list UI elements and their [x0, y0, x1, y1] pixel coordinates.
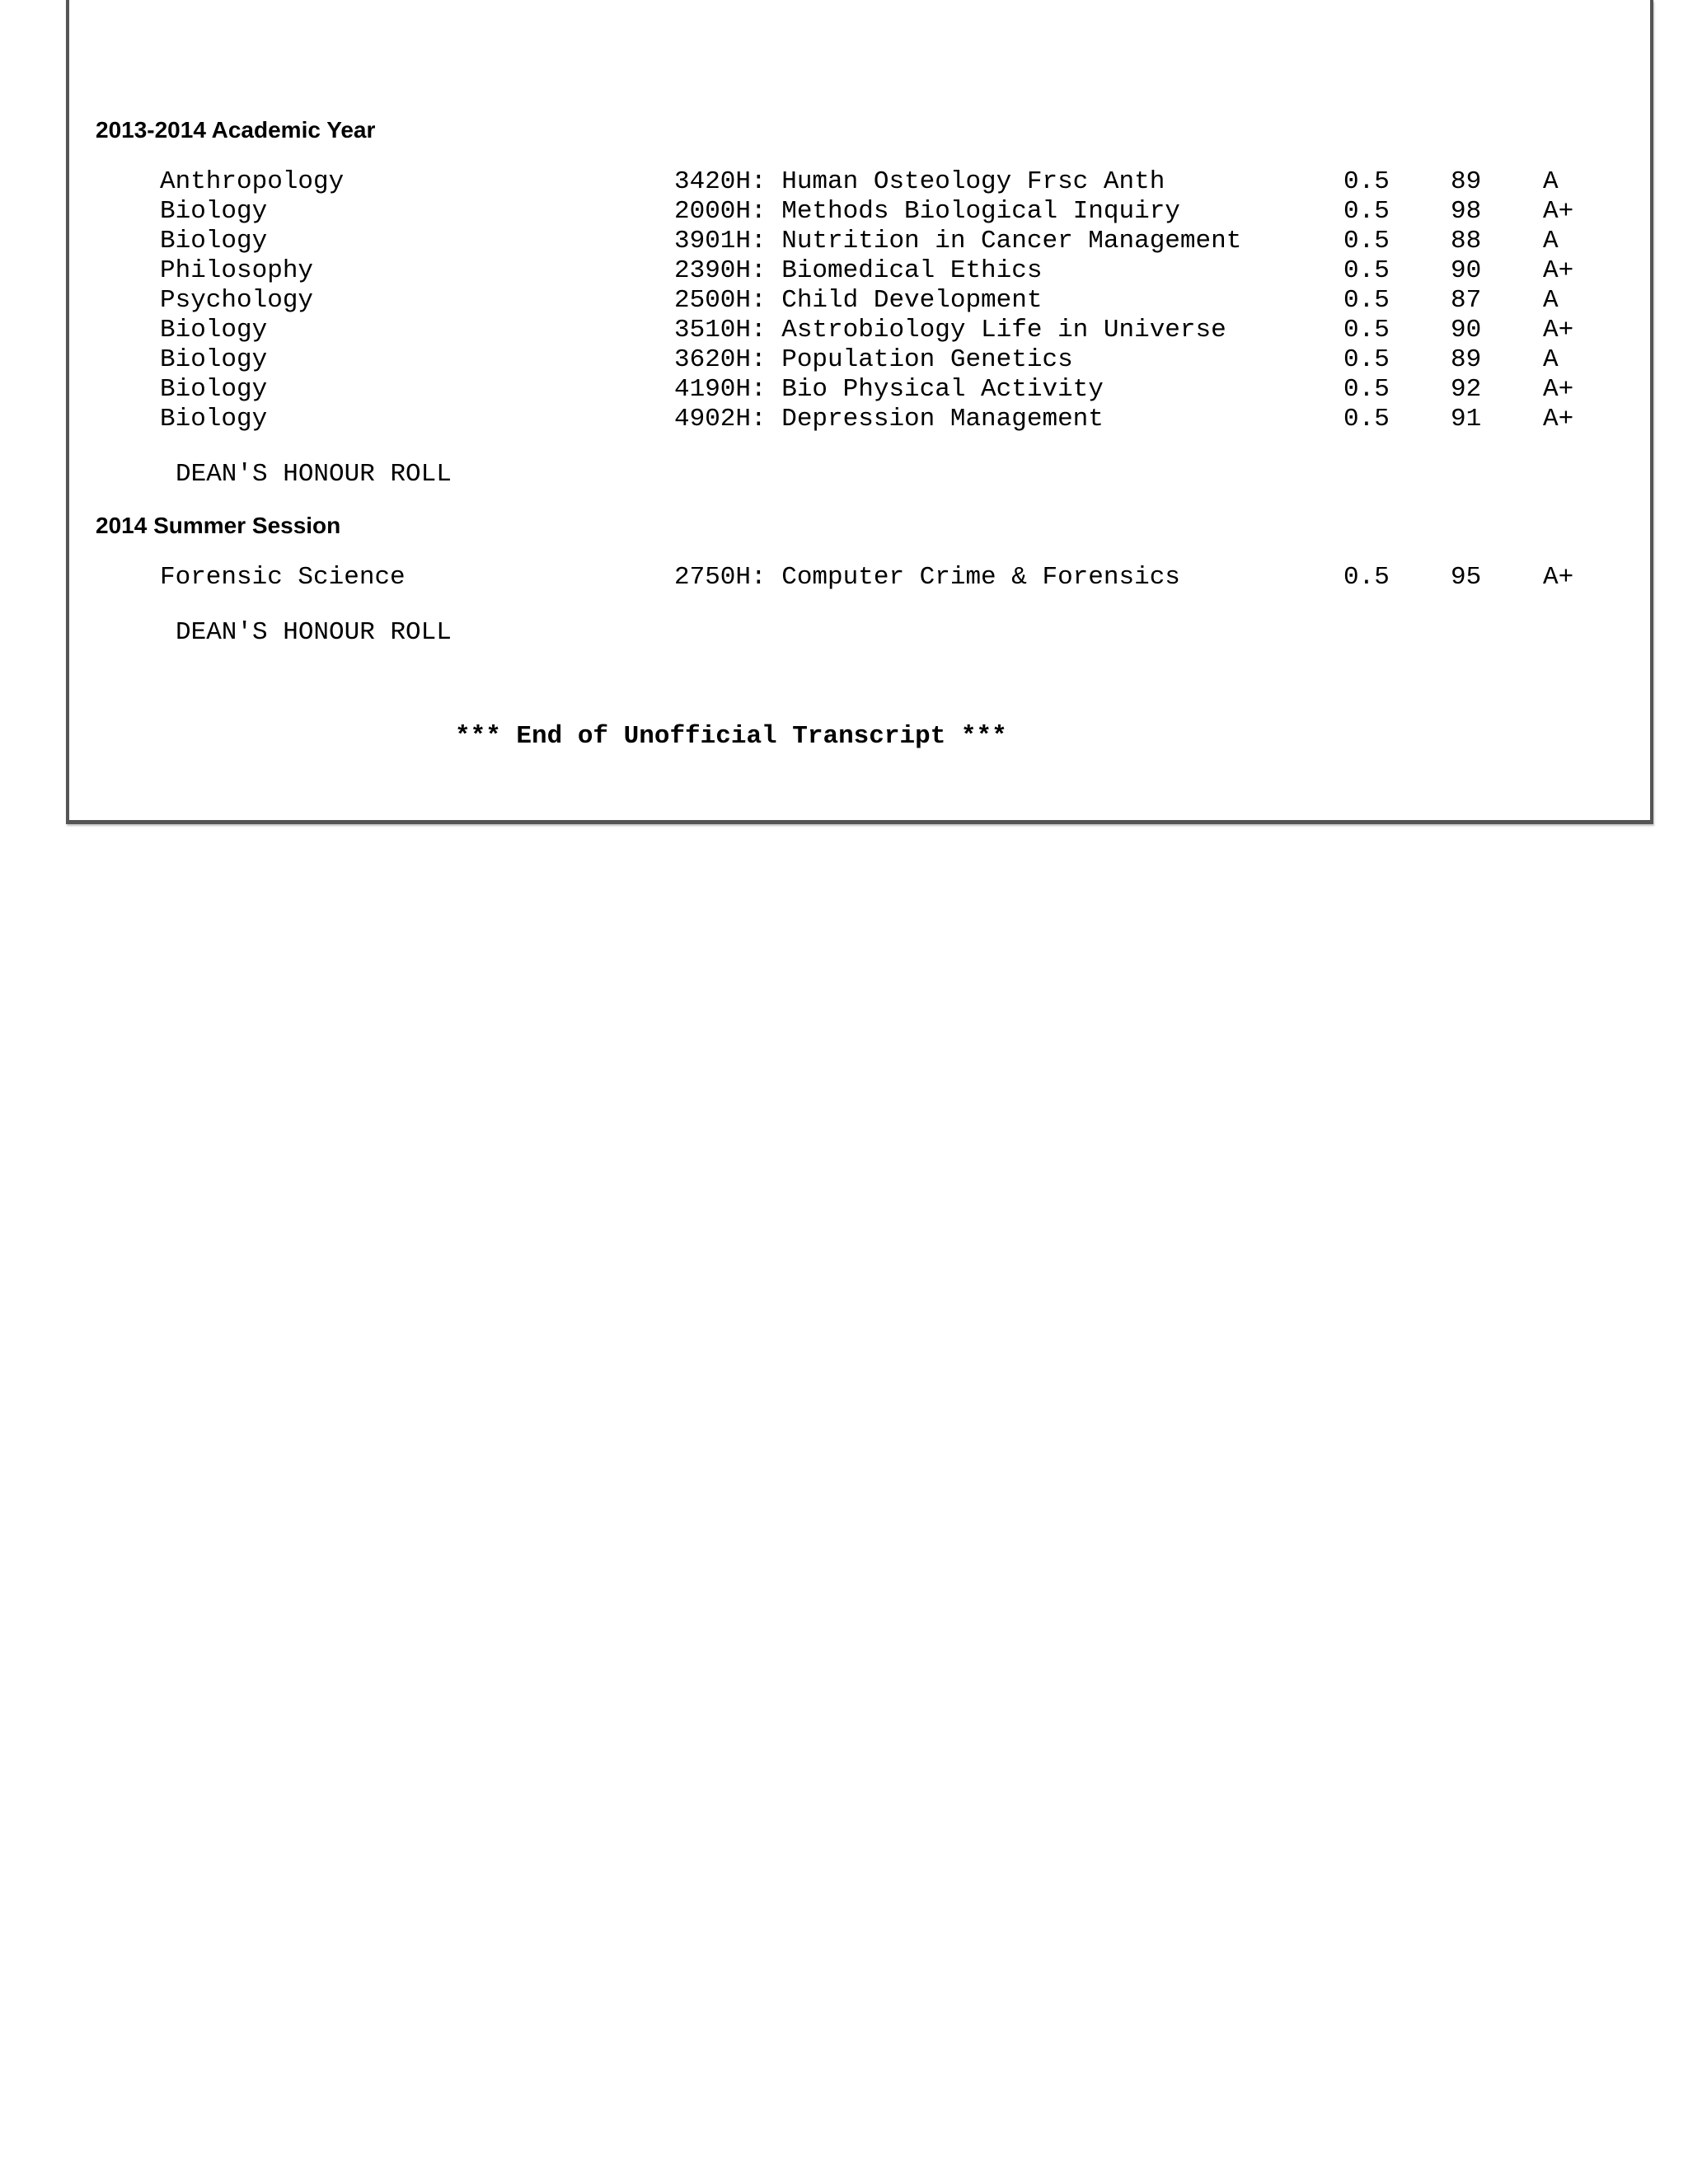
course-mark: 87: [1451, 286, 1482, 315]
section-heading: 2013-2014 Academic Year: [96, 117, 376, 143]
course-mark: 91: [1451, 405, 1482, 434]
course-credit: 0.5: [1343, 375, 1390, 404]
course-row: [0, 316, 1688, 345]
course-title: 2390H: Biomedical Ethics: [674, 256, 1043, 285]
course-row: [0, 286, 1688, 316]
course-row: [0, 375, 1688, 405]
course-department: Biology: [160, 316, 268, 344]
course-row: [0, 563, 1688, 593]
course-title: 2750H: Computer Crime & Forensics: [674, 563, 1180, 592]
course-department: Anthropology: [160, 167, 345, 196]
course-credit: 0.5: [1343, 345, 1390, 374]
course-mark: 95: [1451, 563, 1482, 592]
course-grade: A+: [1543, 256, 1574, 285]
course-row: [0, 345, 1688, 375]
course-grade: A: [1543, 167, 1559, 196]
course-credit: 0.5: [1343, 563, 1390, 592]
course-title: 2000H: Methods Biological Inquiry: [674, 197, 1180, 226]
course-title: 4902H: Depression Management: [674, 405, 1104, 434]
course-title: 3620H: Population Genetics: [674, 345, 1073, 374]
course-mark: 90: [1451, 316, 1482, 344]
course-grade: A+: [1543, 316, 1574, 344]
course-title: 3420H: Human Osteology Frsc Anth: [674, 167, 1165, 196]
course-grade: A: [1543, 345, 1559, 374]
course-credit: 0.5: [1343, 227, 1390, 255]
course-row: [0, 197, 1688, 227]
course-credit: 0.5: [1343, 167, 1390, 196]
course-credit: 0.5: [1343, 286, 1390, 315]
course-department: Psychology: [160, 286, 314, 315]
course-department: Philosophy: [160, 256, 314, 285]
course-department: Biology: [160, 405, 268, 434]
course-credit: 0.5: [1343, 405, 1390, 434]
course-title: 2500H: Child Development: [674, 286, 1043, 315]
section-heading: 2014 Summer Session: [96, 513, 341, 538]
course-grade: A+: [1543, 375, 1574, 404]
course-row: [0, 256, 1688, 286]
end-of-transcript-note: *** End of Unofficial Transcript ***: [455, 722, 1007, 751]
course-grade: A+: [1543, 197, 1574, 226]
course-mark: 88: [1451, 227, 1482, 255]
course-department: Biology: [160, 345, 268, 374]
course-department: Forensic Science: [160, 563, 406, 592]
course-row: [0, 167, 1688, 197]
course-row: [0, 227, 1688, 256]
course-title: 3901H: Nutrition in Cancer Management: [674, 227, 1242, 255]
course-title: 3510H: Astrobiology Life in Universe: [674, 316, 1226, 344]
honour-roll-label: DEAN'S HONOUR ROLL: [176, 618, 452, 647]
course-title: 4190H: Bio Physical Activity: [674, 375, 1104, 404]
course-grade: A+: [1543, 563, 1574, 592]
course-mark: 98: [1451, 197, 1482, 226]
course-grade: A: [1543, 286, 1559, 315]
course-mark: 89: [1451, 345, 1482, 374]
course-grade: A: [1543, 227, 1559, 255]
course-row: [0, 405, 1688, 434]
course-mark: 92: [1451, 375, 1482, 404]
course-department: Biology: [160, 375, 268, 404]
course-mark: 90: [1451, 256, 1482, 285]
course-department: Biology: [160, 197, 268, 226]
course-credit: 0.5: [1343, 256, 1390, 285]
course-mark: 89: [1451, 167, 1482, 196]
course-credit: 0.5: [1343, 316, 1390, 344]
course-credit: 0.5: [1343, 197, 1390, 226]
honour-roll-label: DEAN'S HONOUR ROLL: [176, 460, 452, 489]
course-department: Biology: [160, 227, 268, 255]
course-grade: A+: [1543, 405, 1574, 434]
